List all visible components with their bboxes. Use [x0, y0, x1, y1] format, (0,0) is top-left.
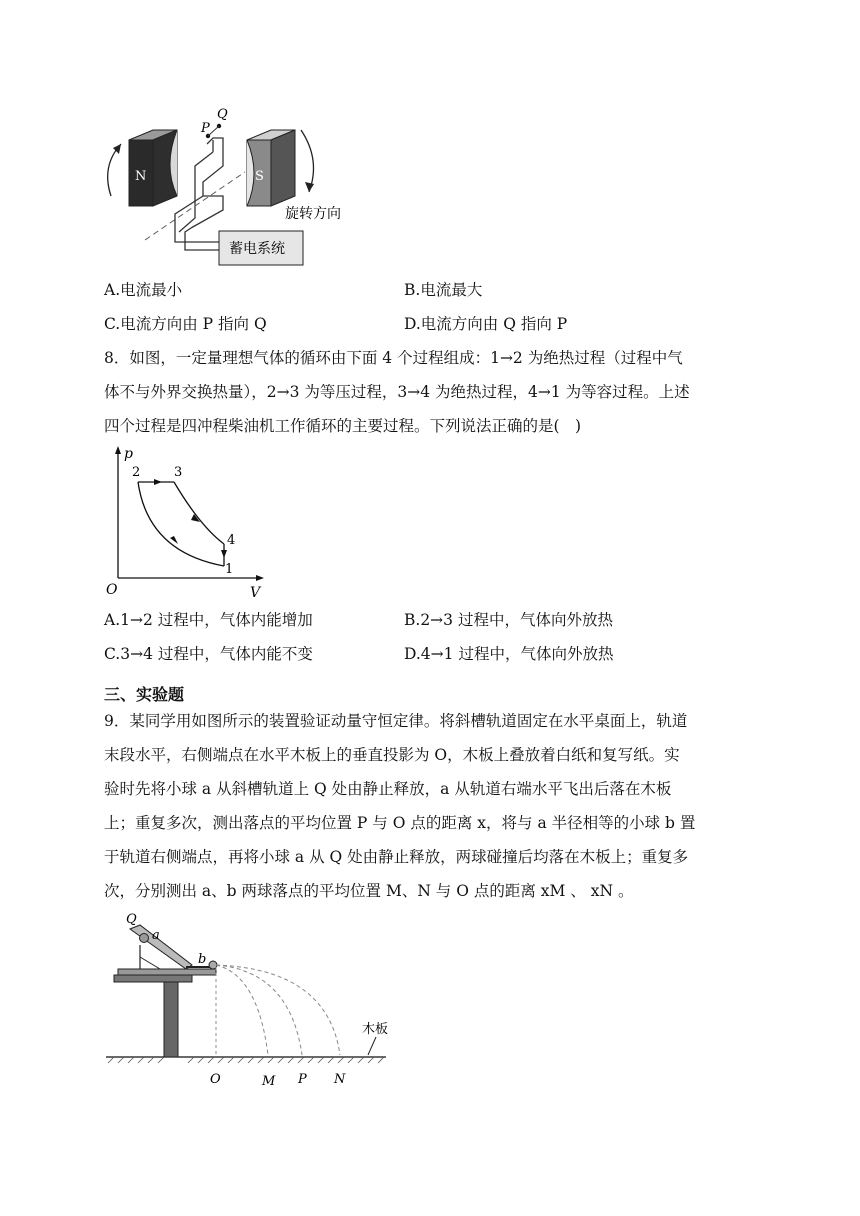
- q7-option-a[interactable]: A.电流最小: [104, 281, 183, 299]
- magnet-s-label: S: [255, 169, 264, 184]
- generator-figure: [95, 100, 365, 272]
- ramp-q-label: Q: [126, 912, 137, 927]
- q7-option-d[interactable]: D.电流方向由 Q 指向 P: [404, 315, 568, 333]
- point-1-label: 1: [225, 562, 234, 577]
- y-axis-label: p: [124, 446, 133, 462]
- ball-a-label: a: [152, 928, 160, 943]
- q8-option-d[interactable]: D.4→1 过程中，气体向外放热: [404, 645, 614, 663]
- board-label: 木板: [362, 1022, 389, 1037]
- q9-text-line: 于轨道右侧端点，再将小球 a 从 Q 处由静止释放，两球碰撞后均落在木板上；重复多: [104, 848, 689, 866]
- collision-apparatus-figure: [100, 905, 400, 1095]
- q7-option-c[interactable]: C.电流方向由 P 指向 Q: [104, 315, 267, 333]
- q8-text-line: 8．如图，一定量理想气体的循环由下面 4 个过程组成：1→2 为绝热过程（过程中气: [104, 349, 683, 367]
- point-p-label: P: [201, 121, 210, 136]
- q9-text-line: 末段水平，右侧端点在水平木板上的垂直投影为 O，木板上叠放着白纸和复写纸。实: [104, 746, 680, 764]
- q9-text-line: 上；重复多次，测出落点的平均位置 P 与 O 点的距离 x，将与 a 半径相等的小球 b 置: [104, 814, 696, 832]
- storage-label: 蓄电系统: [229, 241, 285, 257]
- ground-n-label: N: [334, 1072, 346, 1087]
- q8-text-line: 四个过程是四冲程柴油机工作循环的主要过程。下列说法正确的是( ): [104, 417, 582, 435]
- pv-cycle-graph: [100, 442, 270, 602]
- q9-text-line: 验时先将小球 a 从斜槽轨道上 Q 处由静止释放，a 从轨道右端水平飞出后落在木板: [104, 780, 672, 798]
- q8-option-b[interactable]: B.2→3 过程中，气体向外放热: [404, 611, 613, 629]
- q8-option-c[interactable]: C.3→4 过程中，气体内能不变: [104, 645, 313, 663]
- ball-b-label: b: [198, 952, 207, 967]
- origin-label: O: [106, 582, 118, 598]
- q8-option-a[interactable]: A.1→2 过程中，气体内能增加: [104, 611, 313, 629]
- point-q-label: Q: [217, 107, 228, 122]
- q8-text-line: 体不与外界交换热量），2→3 为等压过程，3→4 为绝热过程，4→1 为等容过程。上述: [104, 383, 690, 401]
- rotation-direction-label: 旋转方向: [285, 206, 341, 222]
- x-axis-label: V: [250, 585, 261, 601]
- ground-o-label: O: [210, 1072, 221, 1087]
- point-4-label: 4: [227, 533, 236, 548]
- magnet-n-label: N: [135, 169, 147, 184]
- ground-m-label: M: [262, 1074, 276, 1089]
- q7-option-b[interactable]: B.电流最大: [404, 281, 483, 299]
- q9-text-line: 9．某同学用如图所示的装置验证动量守恒定律。将斜槽轨道固定在水平桌面上，轨道: [104, 712, 688, 730]
- q9-text-line: 次，分别测出 a、b 两球落点的平均位置 M、N 与 O 点的距离 xM 、 xN 。: [104, 882, 634, 900]
- section-title: 三、实验题: [104, 685, 185, 704]
- point-3-label: 3: [174, 465, 183, 480]
- ground-p-label: P: [298, 1072, 307, 1087]
- point-2-label: 2: [132, 465, 141, 480]
